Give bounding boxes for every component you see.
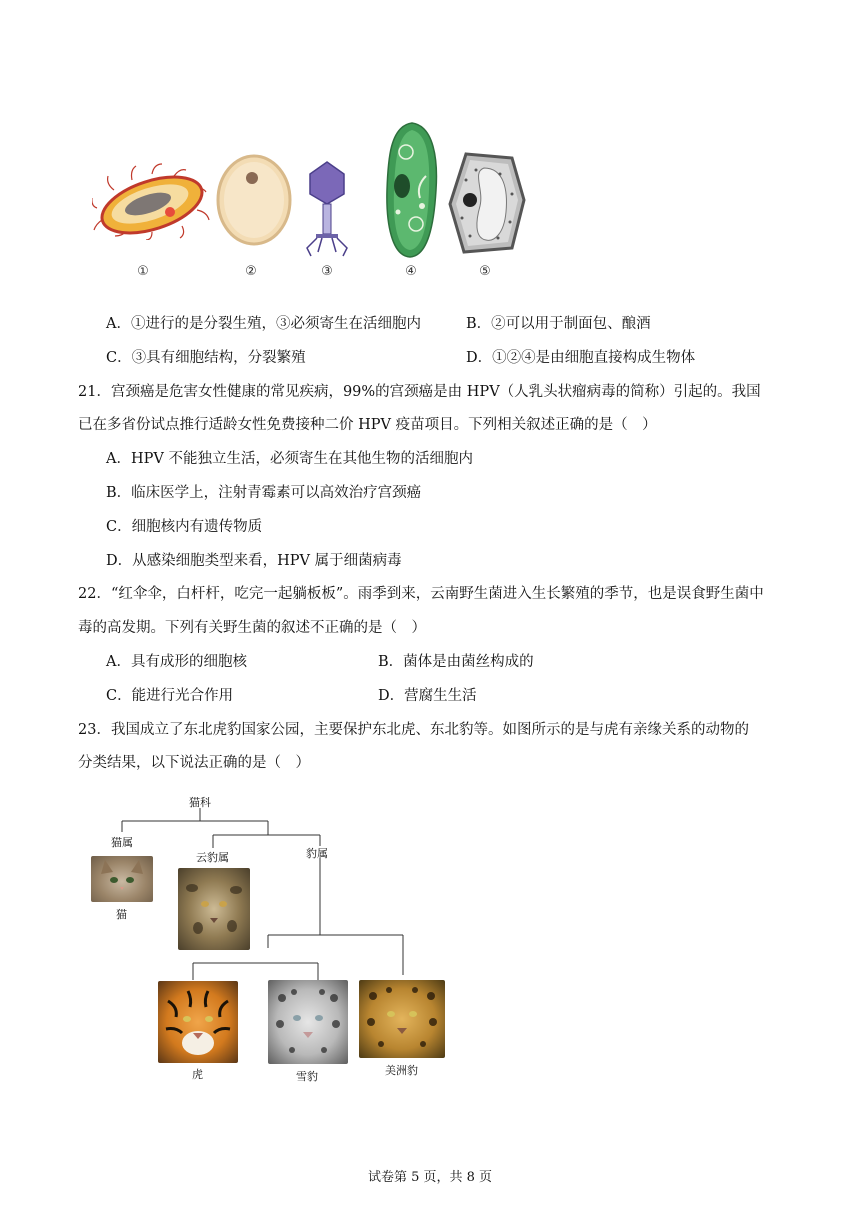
q21-option-d: D．从感染细胞类型来看，HPV 属于细菌病毒 bbox=[106, 553, 402, 569]
q20-option-b: B．②可以用于制面包、酿酒 bbox=[466, 316, 651, 332]
caption-4: ④ bbox=[405, 264, 417, 279]
caption-1: ① bbox=[137, 264, 149, 279]
clouded-leopard-photo bbox=[178, 868, 250, 950]
tree-genus-neofelis: 云豹属 bbox=[196, 851, 229, 864]
cat-photo bbox=[91, 856, 153, 902]
jaguar-photo bbox=[359, 980, 445, 1058]
q20-option-c: C．③具有细胞结构，分裂繁殖 bbox=[106, 350, 306, 366]
q21-stem-line2: 已在多省份试点推行适龄女性免费接种二价 HPV 疫苗项目。下列相关叙述正确的是（ ） bbox=[78, 417, 657, 433]
tree-genus-felis: 猫属 bbox=[111, 836, 133, 849]
q22-stem-line2: 毒的高发期。下列有关野生菌的叙述不正确的是（ ） bbox=[78, 620, 426, 636]
snow-leopard-face-icon bbox=[268, 980, 348, 1064]
q23-stem-line2: 分类结果，以下说法正确的是（ ） bbox=[78, 755, 310, 771]
tree-genus-panthera: 豹属 bbox=[306, 847, 328, 860]
tiger-photo bbox=[158, 981, 238, 1063]
q22-option-d: D．营腐生生活 bbox=[378, 688, 477, 704]
tree-species-tiger: 虎 bbox=[192, 1068, 203, 1081]
q20-option-a: A．①进行的是分裂生殖，③必须寄生在活细胞内 bbox=[106, 316, 421, 332]
q20-option-d: D．①②④是由细胞直接构成生物体 bbox=[466, 350, 696, 366]
tree-root-felidae: 猫科 bbox=[189, 796, 211, 809]
q22-option-b: B．菌体是由菌丝构成的 bbox=[378, 654, 534, 670]
tree-species-cat: 猫 bbox=[116, 908, 127, 921]
caption-5: ⑤ bbox=[479, 264, 491, 279]
clouded-leopard-face-icon bbox=[178, 868, 250, 950]
q21-option-b: B．临床医学上，注射青霉素可以高效治疗宫颈癌 bbox=[106, 485, 422, 501]
caption-2: ② bbox=[245, 264, 257, 279]
page-footer: 试卷第 5 页，共 8 页 bbox=[367, 1170, 493, 1185]
caption-3: ③ bbox=[321, 264, 333, 279]
q21-option-a: A．HPV 不能独立生活，必须寄生在其他生物的活细胞内 bbox=[106, 451, 473, 467]
tree-species-jaguar: 美洲豹 bbox=[385, 1064, 418, 1077]
q22-option-c: C．能进行光合作用 bbox=[106, 688, 234, 704]
q21-stem-line1: 21．宫颈癌是危害女性健康的常见疾病，99%的宫颈癌是由 HPV（人乳头状瘤病毒的简称）引起的。我国 bbox=[78, 384, 761, 400]
cat-face-icon bbox=[91, 856, 153, 902]
jaguar-face-icon bbox=[359, 980, 445, 1058]
tree-species-snow-leopard: 雪豹 bbox=[296, 1070, 318, 1083]
q21-option-c: C．细胞核内有遗传物质 bbox=[106, 519, 263, 535]
snow-leopard-photo bbox=[268, 980, 348, 1064]
q22-stem-line1: 22．“红伞伞，白杆杆，吃完一起躺板板”。雨季到来，云南野生菌进入生长繁殖的季节，也是误食野生菌中 bbox=[78, 586, 764, 602]
q22-option-a: A．具有成形的细胞核 bbox=[106, 654, 247, 670]
q23-stem-line1: 23．我国成立了东北虎豹国家公园，主要保护东北虎、东北豹等。如图所示的是与虎有亲缘关系的动物的 bbox=[78, 722, 749, 738]
tiger-face-icon bbox=[158, 981, 238, 1063]
